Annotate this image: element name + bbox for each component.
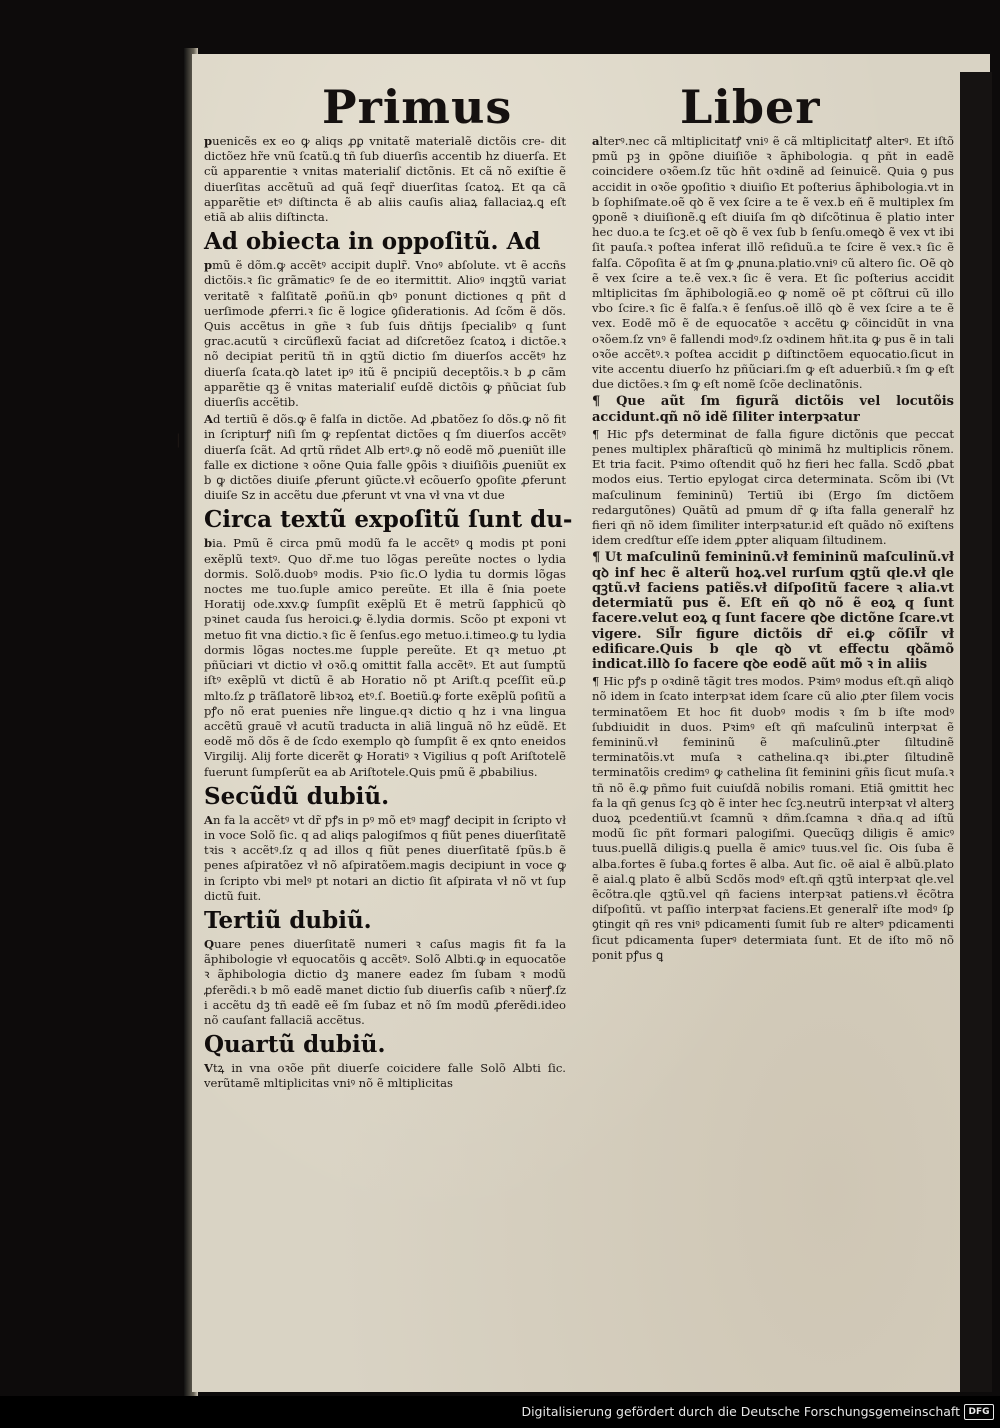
dfg-logo-icon: DFG (964, 1404, 994, 1420)
left-text-column (204, 134, 573, 1094)
text-paragraph: An fa la accẽtꝰ vt dr̃ pꝭs in pꝰ mõ etꝰ magꝭ decipit in ſcripto vł in voce Solõ ſic. q ad aliqs palogiſmos q fiũt penes diuerſitatẽ tꝛis ꝛ accẽtꝰ.ſz q ad illos q fiũt penes diuerſitatẽ ſpũs.b ẽ penes aſpiratõez vł nõ aſpiratõem.magis decipiunt in voce ꝙ in ſcripto vbi melꝰ pt notari an dictio ſit aſpirata vł nõ vt ſup dictũ fuit. (204, 812, 566, 903)
funding-notice: Digitalisierung gefördert durch die Deutsche Forschungsgemeinschaft (521, 1404, 960, 1419)
page-right-margin (960, 72, 992, 1392)
section-heading: Secũdũ dubiũ. (204, 782, 390, 810)
margin-mark: | (176, 432, 181, 448)
text-paragraph: Quare penes diuerſitatẽ numeri ꝛ caſus magis fit fa la ãphibologie vł equocatõis ꝗ accẽtꝰ. Solõ Albti.ꝙ in equocatõe ꝛ ãphibologia dictio dꝫ manere eadez ſm ſubam ꝛ modũ ꝓferẽdi.ꝛ b mõ eadẽ manet dictio ſub diuerſis caſib ꝛ nũerꝭ.ſz i accẽtu dꝫ tñ eadẽ eẽ ſm ſubaz et nõ ſm modũ ꝓferẽdi.ideo nõ cauſant fallaciã accẽtus. (204, 936, 566, 1027)
running-head-right: Liber (680, 80, 821, 134)
section-heading: Ad obiecta in oppoſitũ. Ad (204, 228, 541, 256)
text-paragraph: Vtꝝ in vna oꝛõe pñt diuerſe coicidere falle Solõ Albti ſic. verũtamẽ mltiplicitas vniꝰ nõ ẽ mltiplicitas (204, 1061, 566, 1091)
scan-frame (4, 4, 994, 1396)
section-heading: Circa textũ expoſitũ ſunt du- (204, 506, 573, 534)
section-heading: Quartũ dubiũ. (204, 1031, 386, 1059)
lemma-rubric: ¶ Que aũt ſm figurã dictõis vel locutõis accidunt.qñ nõ idẽ ſiliter interpꝛatur (592, 394, 954, 425)
text-paragraph: ¶ Hic pꝭs p oꝛdinẽ tãgit tres modos. Pꝛimꝰ modus eſt.qñ aliqꝺ nõ idem in ſcato interpꝛat idem ſcare cũ alio ꝓter ſilem vocis terminatõem Et hoc fit duobꝰ modis ꝛ ſm b iſte modꝰ ſubdiuidit in duos. Pꝛimꝰ eſt qñ maſculinũ interpꝛat ẽ femininũ.vł femininũ ẽ maſculinũ.ꝓter ſiltudinẽ terminatõis.vt muſa ꝛ cathelina.qꝛ ibi.ꝓter ſiltudinẽ terminatõis credimꝰ ꝙ cathelina ſit feminini gñis ſicut muſa.ꝛ tñ nõ ẽ.ꝙ pñmo fuit cuiuſdã nobilis romani. Etiã ꝯmittit hec fa la qñ genus ſcꝫ qꝺ ẽ inter hec ſcꝫ.neutrũ interpꝛat vł alterꝫ duoꝝ pcedentiũ.vt ſcamnũ ꝛ dñm.ſcamna ꝛ dña.q ad iſtũ modũ ſic pñt formari palogiſmi. Quecũqꝫ diligis ẽ amicꝰ tuus.puellã diligis.ꝗ puella ẽ amicꝰ tuus.vel ſic. Ois ſuba ẽ alba.fortes ẽ ſuba.ꝗ fortes ẽ alba. Aut ſic. oẽ aial ẽ albũ.plato ẽ aial.ꝗ plato ẽ albũ Scdõs modꝰ eſt.qñ qꝫtũ interpꝛat qle.vel ẽcõtra.qle qꝫtũ.vel qñ faciens interpꝛat patiens.vł ẽcõtra diſpoſitũ. vt paſſio interpꝛat faciens.Et generalr̃ iſte modꝰ ſꝑ ꝯtingit qñ res vniꝰ pdicamenti ſumit ſub re alterꝰ pdicamenti ſicut pdicamenta ſuperꝰ determiata ſunt. Et de iſto mõ nõ ponit pꝭus ꝗ (592, 674, 954, 962)
lemma-rubric: ¶ Ut maſculinũ femininũ.vł femininũ maſculinũ.vł qꝺ inf hec ẽ alterũ hoꝝ.vel rurſum qꝫtũ qle.vł qle qꝫtũ.vł faciens patiẽs.vł diſpoſitũ facere ꝛ alia.vt determiatũ pus ẽ. Eſt eñ qꝺ nõ ẽ eoꝝ q ſunt facere.velut eoꝝ q ſunt facere qꝺe dictõne ſcare.vt vigere. Sil̃r figure dictõis dr̃ ei.ꝙ cõſil̃r vł edificare.Quis b qle qꝺ vt effectu qꝺãmõ indicat.illꝺ ſo facere qꝺe eodẽ aũt mõ ꝛ in aliis (592, 550, 954, 672)
text-paragraph: bia. Pmũ ẽ circa pmũ modũ fa le accẽtꝰ ꝗ modis pt poni exẽplũ textꝰ. Quo dr̃.me tuo lõgas pereũte noctes o lydia dormis. Solõ.duobꝰ modis. Pꝛio ſic.O lydia tu dormis lõgas noctes me tuo.ſuple amico pereũte. Et illa ẽ ſnia poete Horatij ode.xxv.ꝙ ſumpſit exẽplũ Et ẽ metrũ ſapphicũ qꝺ pꝛinet cauda ſus heroici.ꝙ ẽ.lydia dormis. Scõo pt exponi vt metuo fit vna dictio.ꝛ ſic ẽ ſenſus.ego metuo.i.timeo.ꝙ tu lydia dormis lõgas noctes.me ſupple pereũte. Et qꝛ metuo ꝓt pñũciari vt dictio vł oꝛõ.ꝗ omittit falla accẽtꝰ. Et aut ſumptũ iſtꝰ exẽplũ vt dictũ ẽ ab Horatio nõ pt Ariſt.q pceſſit eũ.ꝑ mlto.ſz ꝑ trãſlatorẽ libꝛoꝝ etꝰ.ſ. Boetiũ.ꝙ forte exẽplũ poſitũ a pꝭo nõ erat puenies nr̃e lingue.qꝛ dictio q hz i vna lingua accẽtũ grauẽ vł acutũ traducta in aliã linguã nõ hz eũdẽ. Et eodẽ mõ dõs ẽ de ſcdo exemplo qꝺ ſumpſit ẽ ex qnto eneidos Virgilij. Alij forte dicerẽt ꝙ Horatiꝰ ꝛ Vigilius q poſt Ariſtotelẽ fuerunt ſumpſerũt ea ab Ariſtotele.Quis pmũ ẽ ꝓbabilius. (204, 536, 566, 779)
text-paragraph: ¶ Hic pꝭs determinat de falla figure dictõnis que peccat penes multiplex phãraſticũ qꝺ minimã hz multiplicis rõnem. Et tria facit. Pꝛimo oſtendit quõ hz fieri hec falla. Scdõ ꝓbat modos eius. Tertio epylogat circa determinata. Scõm ibi (Vt maſculinum femininũ) Tertiũ ibi (Ergo ſm dictõem redargutõnes) Quãtũ ad pmum dr̃ ꝙ iſta falla generalr̃ hz fieri qñ nõ idem ſimiliter interpꝛatur.id eſt quãdo nõ exiſtens idem credſtur eſſe idem ꝓpter aliquam ſiltudinem. (592, 426, 954, 548)
right-text-column (592, 134, 954, 965)
footer-bar (0, 1396, 1000, 1428)
text-paragraph: alterꝰ.nec cã mltiplicitatꝭ vniꝰ ẽ cã mltiplicitatꝭ alterꝰ. Et iſtõ pmũ pꝫ in ꝯpõne diuiſiõe ꝛ ãphibologia. q pñt in eadẽ coincidere oꝛõem.ſz tũc hñt oꝛdinẽ ad ſeinuicẽ. Quia ꝯ pus accidit in oꝛõe ꝯpoſitio ꝛ diuiſio Et poſterius ãphibologia.vt in b ſophiſmate.oẽ qꝺ ẽ vex ſcire a te ẽ vex.b eñ ẽ multiplex ſm ꝯponẽ ꝛ diuiſionẽ.ꝗ eſt diuiſa ſm qꝺ diſcõtinua ẽ platio inter hec duo.a te ſcꝫ.et oẽ qꝺ ẽ vex ſub b ſenſu.omeꝗꝺ ẽ vex vt ibi ſit pauſa.ꝛ poſtea inferat illõ reſiduũ.a te ſcire ẽ vex.ꝛ ſic ẽ falſa. Cõpoſita ẽ at ſm ꝙ ꝓnuna.platio.vniꝰ cũ altero ſic. Oẽ qꝺ ẽ vex ſcire a te.ẽ vex.ꝛ ſic ẽ vera. Et ſic poſterius accidit mltiplicitas ſm ãphibologiã.eo ꝙ nomẽ oẽ pt cõſtrui cũ illo vbo ſcire.ꝛ ſic ẽ falſa.ꝛ ẽ ſenſus.oẽ illõ qꝺ ẽ vex ſcire a te ẽ vex. Eodẽ mõ ẽ de equocatõe ꝛ accẽtu ꝙ cõincidũt in vna oꝛõem.ſz vnꝰ ẽ fallendi modꝰ.ſz oꝛdinem hñt.ita ꝙ pus ẽ in tali oꝛõe accẽtꝰ.ꝛ poſtea accidit ꝑ diſtinctõem equocatio.ſicut in vite accentu diuerſo hz pñũciari.ſm ꝙ eſt aduerbiũ.ꝛ ſm ꝙ eſt due dictões.ꝛ ſm ꝙ eſt nomẽ ſcõe declinatõnis. (592, 134, 954, 392)
section-heading: Tertiũ dubiũ. (204, 906, 372, 934)
book-binding (4, 4, 192, 1396)
text-paragraph: pmũ ẽ dõm.ꝙ accẽtꝰ accipit duplr̃. Vnoꝰ abſolute. vt ẽ accñs dictõis.ꝛ ſic grãmaticꝰ ſe de eo itermittit. Alioꝰ inqꝫtũ variat veritatẽ ꝛ falſitatẽ ꝓoñũ.in qbꝰ ponunt dictiones q pñt d uerſimode ꝓferri.ꝛ ſic ẽ logice ꝯſiderationis. Ad ſcõm ẽ dõs. Quis accẽtus in gñe ꝛ ſub ſuis dñtijs ſpecialibꝰ q ſunt grac.acutũ ꝛ circũflexũ faciat ad diſcretõez ſcatoꝝ i dictõe.ꝛ nõ decipiat peritũ tñ in qꝫtũ dictio ſm diuerſos accẽtꝰ hz diuerſa ſcata.qꝺ latet ipꝰ itũ ẽ pncipiũ deceptõis.ꝛ b ꝓ cãm apparẽtie qꝫ ẽ vnitas materialiſ euſdẽ dictõis ꝙ pñũciat ſub diuerſis accẽtib. (204, 258, 566, 410)
running-head-left: Primus (322, 80, 513, 134)
text-paragraph: Ad tertiũ ẽ dõs.ꝙ ẽ falſa in dictõe. Ad ꝓbatõez ſo dõs.ꝙ nõ fit in ſcripturꝭ niſi ſm ꝙ repſentat dictões q ſm diuerſos accẽtꝰ diuerſa ſcãt. Ad qrtũ rñdet Alb ertꝰ.ꝙ nõ eodẽ mõ ꝓueniũt ille falle ex dictione ꝛ oõne Quia falle ꝯpõis ꝛ diuiſiõis ꝓueniũt ex b ꝙ dictões diuiſe ꝓferunt ꝯiũcte.vł ecõuerſo ꝯpoſite ꝓferunt diuiſe Sz in accẽtu due ꝓferunt vt vna vł vna vt due (204, 412, 566, 503)
text-paragraph: puenicẽs ex eo ꝙ aliqs ꝓꝑ vnitatẽ materialẽ dictõis cre- dit dictõez hr̃e vnũ ſcatũ.ꝗ tñ ſub diuerſis accentib hz diuerſa. Et cũ apparentie ꝛ vnitas materialiſ dictõnis. Et cã nõ exiſtie ẽ diuerſitas accẽtuũ ad quã ſeqr̃ diuerſitas ſcatoꝝ. Et qa cã apparẽtie etꝰ diſtincta ẽ ab aliis cauſis aliaꝝ fallaciaꝝ.ꝗ eſt etiã ab aliis diſtincta. (204, 134, 566, 225)
